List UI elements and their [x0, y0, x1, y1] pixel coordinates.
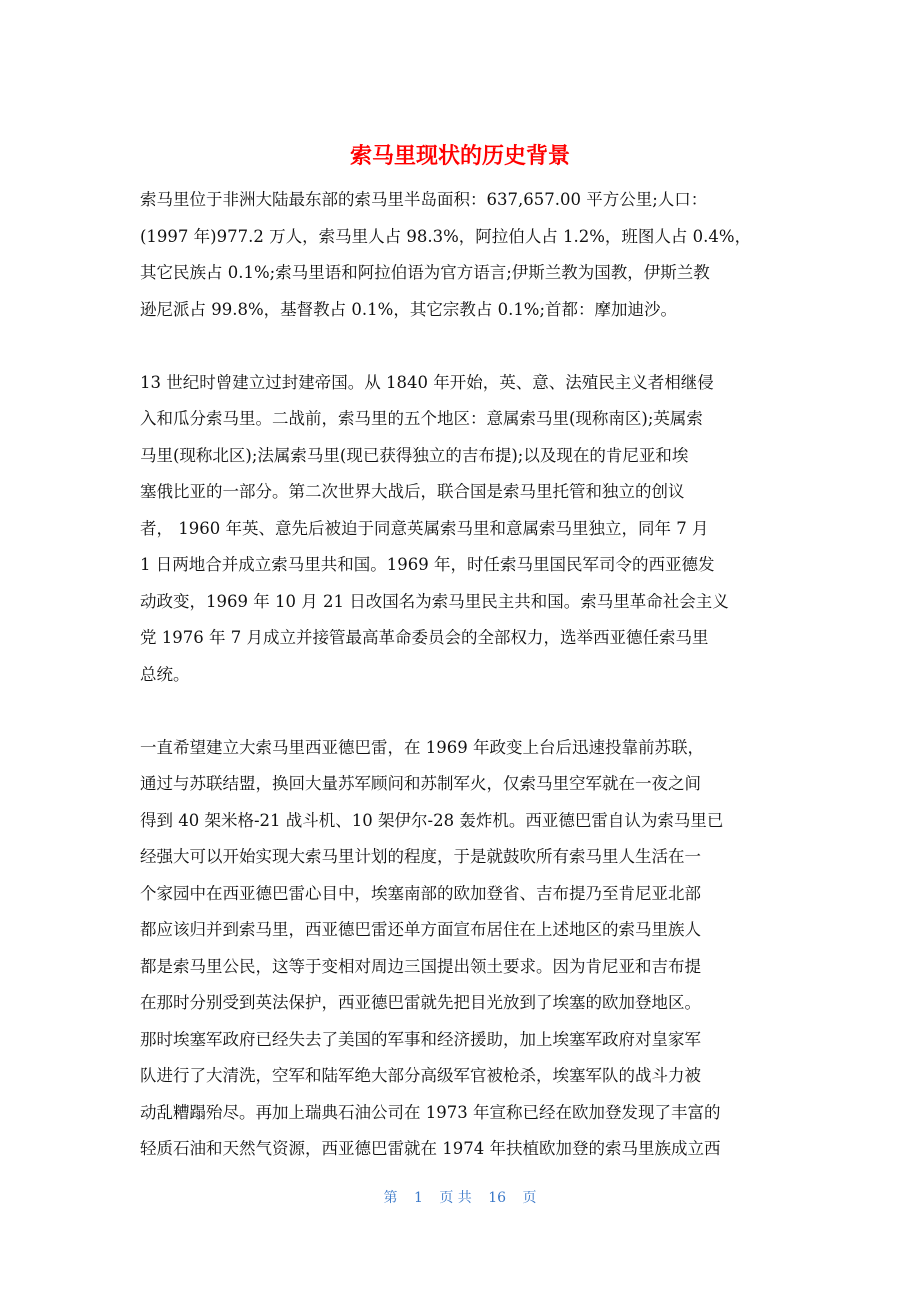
text-line: 动政变，1969 年 10 月 21 日改国名为索马里民主共和国。索马里革命社会主义 [140, 591, 729, 611]
text-line: 逊尼派占 99.8%，基督教占 0.1%，其它宗教占 0.1%;首都：摩加迪沙。 [140, 299, 678, 319]
paragraph-3 [140, 730, 782, 1168]
text-line: 入和瓜分索马里。二战前，索马里的五个地区：意属索马里(现称南区);英属索 [140, 409, 703, 428]
text-line: 动乱糟蹋殆尽。再加上瑞典石油公司在 1973 年宣称已经在欧加登发现了丰富的 [140, 1102, 721, 1122]
text-line: 其它民族占 0.1%;索马里语和阿拉伯语为官方语言;伊斯兰教为国教，伊斯兰教 [140, 263, 710, 282]
text-line: 索马里位于非洲大陆最东部的索马里半岛面积：637,657.00 平方公里;人口： [140, 190, 708, 209]
paragraph-2 [140, 365, 782, 694]
footer-total-pages: 16 [488, 1190, 507, 1206]
paragraph-spacer [140, 328, 782, 365]
text-line: 马里(现称北区);法属索马里(现已获得独立的吉布提);以及现在的肯尼亚和埃 [140, 445, 689, 465]
document-body [140, 182, 782, 1168]
text-line: 者， 1960 年英、意先后被迫于同意英属索马里和意属索马里独立，同年 7 月 [140, 518, 709, 538]
text-line: 总统。 [140, 664, 190, 684]
text-line: 在那时分别受到英法保护，西亚德巴雷就先把目光放到了埃塞的欧加登地区。 [140, 993, 701, 1012]
text-line: 队进行了大清洗，空军和陆军绝大部分高级军官被枪杀，埃塞军队的战斗力被 [140, 1066, 701, 1085]
text-line: 个家园中在西亚德巴雷心目中，埃塞南部的欧加登省、吉布提乃至肯尼亚北部 [140, 883, 701, 903]
text-line: 13 世纪时曾建立过封建帝国。从 1840 年开始，英、意、法殖民主义者相继侵 [140, 372, 714, 392]
text-line: (1997 年)977.2 万人，索马里人占 98.3%，阿拉伯人占 1.2%，班图人占 0.4%， [140, 226, 752, 246]
text-line: 轻质石油和天然气资源，西亚德巴雷就在 1974 年扶植欧加登的索马里族成立西 [140, 1139, 721, 1158]
text-line: 都应该归并到索马里，西亚德巴雷还单方面宣布居住在上述地区的索马里族人 [140, 920, 701, 939]
text-line: 一直希望建立大索马里西亚德巴雷，在 1969 年政变上台后迅速投靠前苏联， [140, 737, 704, 757]
text-line: 那时埃塞军政府已经失去了美国的军事和经济援助，加上埃塞军政府对皇家军 [140, 1029, 701, 1049]
text-line: 通过与苏联结盟，换回大量苏军顾问和苏制军火，仅索马里空军就在一夜之间 [140, 774, 701, 793]
footer-label-pages: 页 [522, 1190, 537, 1206]
text-line: 塞俄比亚的一部分。第二次世界大战后，联合国是索马里托管和独立的创议 [140, 482, 685, 501]
document-title: 索马里现状的历史背景 [349, 144, 570, 169]
footer-label-page: 第 [383, 1190, 398, 1206]
footer-current-page: 1 [413, 1190, 423, 1206]
text-line: 都是索马里公民，这等于变相对周边三国提出领土要求。因为肯尼亚和吉布提 [140, 956, 701, 976]
text-line: 1 日两地合并成立索马里共和国。1969 年，时任索马里国民军司令的西亚德发 [140, 555, 715, 574]
text-line: 党 1976 年 7 月成立并接管最高革命委员会的全部权力，选举西亚德任索马里 [140, 628, 709, 647]
footer-label-of: 页 共 [439, 1190, 472, 1206]
paragraph-spacer [140, 693, 782, 730]
text-line: 得到 40 架米格-21 战斗机、10 架伊尔-28 轰炸机。西亚德巴雷自认为索马里已 [140, 810, 724, 830]
page-footer [0, 1186, 920, 1210]
text-line: 经强大可以开始实现大索马里计划的程度，于是就鼓吹所有索马里人生活在一 [140, 847, 701, 866]
paragraph-1 [140, 182, 782, 328]
